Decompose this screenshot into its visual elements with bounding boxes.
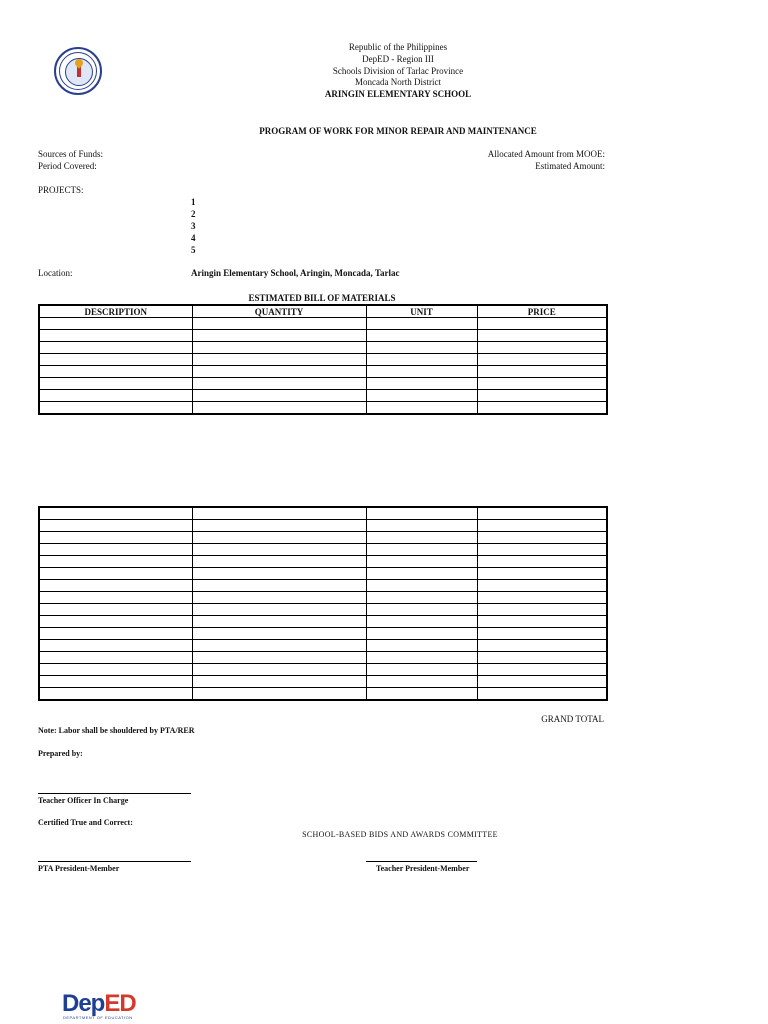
description-cell[interactable] (39, 378, 192, 390)
certified-label: Certified True and Correct: (38, 818, 133, 827)
deped-logo-subtext: DEPARTMENT OF EDUCATION (63, 1015, 133, 1020)
price-cell[interactable] (477, 390, 607, 402)
table-cell[interactable] (192, 688, 366, 701)
table-row (39, 544, 607, 556)
school-name: ARINGIN ELEMENTARY SCHOOL (324, 89, 472, 99)
description-cell[interactable] (39, 366, 192, 378)
header-line-district: Moncada North District (355, 77, 441, 87)
table-cell[interactable] (366, 568, 477, 580)
table-row (39, 532, 607, 544)
description-cell[interactable] (39, 402, 192, 415)
table-row (39, 366, 607, 378)
price-cell[interactable] (477, 402, 607, 415)
table-row (39, 652, 607, 664)
table-cell[interactable] (366, 592, 477, 604)
unit-cell[interactable] (366, 354, 477, 366)
table-cell[interactable] (366, 532, 477, 544)
table-cell[interactable] (192, 604, 366, 616)
table-row (39, 507, 607, 520)
price-cell[interactable] (477, 378, 607, 390)
projects-label: PROJECTS: (38, 185, 84, 195)
table-cell[interactable] (192, 507, 366, 520)
table-row (39, 330, 607, 342)
unit-cell[interactable] (366, 330, 477, 342)
table-cell[interactable] (477, 592, 607, 604)
table-cell[interactable] (39, 652, 192, 664)
project-number-1: 1 (191, 197, 196, 207)
table-row (39, 664, 607, 676)
table-row (39, 520, 607, 532)
header-line-region: DepED - Region III (362, 54, 434, 64)
table-cell[interactable] (192, 592, 366, 604)
table-row (39, 676, 607, 688)
table-cell[interactable] (366, 604, 477, 616)
table-row (39, 378, 607, 390)
table-cell[interactable] (366, 640, 477, 652)
column-header-unit: UNIT (366, 305, 477, 318)
table-cell[interactable] (477, 652, 607, 664)
table-cell[interactable] (477, 664, 607, 676)
quantity-cell[interactable] (192, 402, 366, 415)
table-cell[interactable] (366, 544, 477, 556)
table-row (39, 640, 607, 652)
allocated-amount-label: Allocated Amount from MOOE: (487, 149, 605, 159)
table-cell[interactable] (39, 556, 192, 568)
table-cell[interactable] (192, 628, 366, 640)
table-cell[interactable] (366, 556, 477, 568)
estimated-amount-label: Estimated Amount: (535, 161, 605, 171)
table-row (39, 568, 607, 580)
table-cell[interactable] (366, 688, 477, 701)
document-title: PROGRAM OF WORK FOR MINOR REPAIR AND MAINTENANCE (259, 126, 537, 136)
table-cell[interactable] (192, 640, 366, 652)
table-cell[interactable] (39, 616, 192, 628)
table-cell[interactable] (192, 616, 366, 628)
price-cell[interactable] (477, 318, 607, 330)
table-cell[interactable] (366, 520, 477, 532)
description-cell[interactable] (39, 330, 192, 342)
description-cell[interactable] (39, 342, 192, 354)
bill-of-materials-table (38, 304, 608, 415)
table-row (39, 318, 607, 330)
teacher-officer-signature-line[interactable] (38, 793, 191, 794)
quantity-cell[interactable] (192, 318, 366, 330)
table-cell[interactable] (477, 507, 607, 520)
project-number-5: 5 (191, 245, 196, 255)
unit-cell[interactable] (366, 402, 477, 415)
table-cell[interactable] (192, 568, 366, 580)
table-cell[interactable] (366, 616, 477, 628)
quantity-cell[interactable] (192, 354, 366, 366)
labor-note: Note: Labor shall be shouldered by PTA/RER (38, 726, 195, 735)
table-cell[interactable] (477, 676, 607, 688)
pta-president-signature-line[interactable] (38, 861, 191, 862)
table-cell[interactable] (192, 532, 366, 544)
table-cell[interactable] (39, 640, 192, 652)
sources-of-funds-label: Sources of Funds: (38, 149, 103, 159)
table-cell[interactable] (477, 568, 607, 580)
table-cell[interactable] (477, 544, 607, 556)
table-cell[interactable] (192, 556, 366, 568)
prepared-by-label: Prepared by: (38, 749, 83, 758)
quantity-cell[interactable] (192, 342, 366, 354)
table-cell[interactable] (366, 580, 477, 592)
table-cell[interactable] (39, 676, 192, 688)
table-cell[interactable] (366, 628, 477, 640)
table-cell[interactable] (477, 628, 607, 640)
project-number-3: 3 (191, 221, 196, 231)
quantity-cell[interactable] (192, 390, 366, 402)
table-cell[interactable] (192, 520, 366, 532)
teacher-president-label: Teacher President-Member (376, 864, 470, 873)
table-cell[interactable] (366, 664, 477, 676)
header-line-division: Schools Division of Tarlac Province (332, 66, 464, 76)
teacher-officer-label: Teacher Officer In Charge (38, 796, 129, 805)
table-row (39, 616, 607, 628)
unit-cell[interactable] (366, 342, 477, 354)
table-cell[interactable] (366, 676, 477, 688)
table-cell[interactable] (192, 580, 366, 592)
period-covered-label: Period Covered: (38, 161, 97, 171)
table-row (39, 592, 607, 604)
price-cell[interactable] (477, 366, 607, 378)
table-cell[interactable] (477, 520, 607, 532)
committee-label: SCHOOL-BASED BIDS AND AWARDS COMMITTEE (302, 830, 498, 839)
table-row (39, 628, 607, 640)
table-cell[interactable] (477, 580, 607, 592)
table-cell[interactable] (39, 532, 192, 544)
unit-cell[interactable] (366, 390, 477, 402)
description-cell[interactable] (39, 390, 192, 402)
table-cell[interactable] (477, 532, 607, 544)
table-cell[interactable] (192, 544, 366, 556)
grand-total-label: GRAND TOTAL (541, 714, 604, 724)
table-cell[interactable] (39, 520, 192, 532)
quantity-cell[interactable] (192, 378, 366, 390)
table-cell[interactable] (39, 664, 192, 676)
table-cell[interactable] (366, 652, 477, 664)
table-cell[interactable] (39, 592, 192, 604)
table-row (39, 556, 607, 568)
table-cell[interactable] (477, 556, 607, 568)
table-row (39, 688, 607, 701)
labor-cost-table (38, 506, 608, 701)
table-cell[interactable] (39, 688, 192, 701)
table-cell[interactable] (39, 544, 192, 556)
table-cell[interactable] (39, 580, 192, 592)
unit-cell[interactable] (366, 378, 477, 390)
bill-header-row (39, 305, 607, 318)
table-row (39, 580, 607, 592)
location-value: Aringin Elementary School, Aringin, Moncada, Tarlac (191, 268, 400, 278)
table-cell[interactable] (192, 676, 366, 688)
table-cell[interactable] (39, 507, 192, 520)
table-cell[interactable] (39, 604, 192, 616)
project-number-2: 2 (191, 209, 196, 219)
description-cell[interactable] (39, 354, 192, 366)
table-row (39, 342, 607, 354)
unit-cell[interactable] (366, 366, 477, 378)
description-cell[interactable] (39, 318, 192, 330)
quantity-cell[interactable] (192, 330, 366, 342)
column-header-price: PRICE (477, 305, 607, 318)
header-line-republic: Republic of the Philippines (348, 42, 448, 52)
table-cell[interactable] (192, 664, 366, 676)
price-cell[interactable] (477, 354, 607, 366)
bill-of-materials-title: ESTIMATED BILL OF MATERIALS (248, 293, 396, 303)
price-cell[interactable] (477, 342, 607, 354)
table-cell[interactable] (192, 652, 366, 664)
unit-cell[interactable] (366, 318, 477, 330)
deped-logo: DepED DEPARTMENT OF EDUCATION (62, 990, 136, 1020)
table-row (39, 354, 607, 366)
table-row (39, 604, 607, 616)
table-cell[interactable] (366, 507, 477, 520)
column-header-description: DESCRIPTION (39, 305, 192, 318)
column-header-quantity: QUANTITY (192, 305, 366, 318)
table-row (39, 390, 607, 402)
table-cell[interactable] (477, 604, 607, 616)
quantity-cell[interactable] (192, 366, 366, 378)
table-cell[interactable] (477, 640, 607, 652)
table-cell[interactable] (477, 688, 607, 701)
table-cell[interactable] (39, 628, 192, 640)
project-number-4: 4 (191, 233, 196, 243)
teacher-president-signature-line[interactable] (366, 861, 477, 862)
table-cell[interactable] (477, 616, 607, 628)
pta-president-label: PTA President-Member (38, 864, 120, 873)
location-label: Location: (38, 268, 73, 278)
price-cell[interactable] (477, 330, 607, 342)
table-row (39, 402, 607, 415)
table-cell[interactable] (39, 568, 192, 580)
